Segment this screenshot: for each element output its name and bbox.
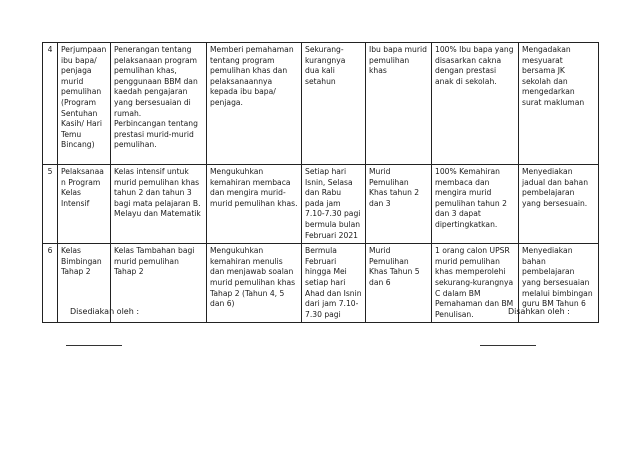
activity-cell: Kelas intensif untuk murid pemulihan khas tahun 2 dan tahun 3 bagi mata pelajaran B. Melayu dan Matematik <box>111 165 207 244</box>
row-number: 5 <box>43 165 58 244</box>
program-name-cell: Kelas Bimbingan Tahap 2 <box>58 244 111 323</box>
schedule-cell: Setiap hari Isnin, Selasa dan Rabu pada jam 7.10-7.30 pagi bermula bulan Februari 2021 <box>302 165 366 244</box>
approved-by-label: Disahkan oleh : <box>508 307 570 316</box>
success-indicator-cell: 100% Kemahiran membaca dan mengira murid pemulihan tahun 2 dan 3 dapat dipertingkatkan. <box>432 165 519 244</box>
objective-cell: Mengukuhkan kemahiran menulis dan menjawab soalan murid pemulihan khas Tahap 2 (Tahun 4, 5 dan 6) <box>207 244 302 323</box>
prepared-by-signature-line <box>66 345 122 346</box>
table-row <box>43 43 599 165</box>
target-group-cell: Ibu bapa murid pemulihan khas <box>366 43 432 165</box>
program-name-cell: Perjumpaan ibu bapa/ penjaga murid pemulihan (Program Sentuhan Kasih/ Hari Temu Bincang) <box>58 43 111 165</box>
prepared-by-label: Disediakan oleh : <box>70 307 140 316</box>
schedule-cell: Sekurang-kurangnya dua kali setahun <box>302 43 366 165</box>
success-indicator-cell: 1 orang calon UPSR murid pemulihan khas memperolehi sekurang-kurangnya C dalam BM Pemahaman dan BM Penulisan. <box>432 244 519 323</box>
schedule-cell: Bermula Februari hingga Mei setiap hari Ahad dan Isnin dari jam 7.10-7.30 pagi <box>302 244 366 323</box>
action-cell: Menyediakan bahan pembelajaran yang bersesuaian melalui bimbingan guru BM Tahun 6 <box>519 244 599 323</box>
action-cell: Mengadakan mesyuarat bersama JK sekolah dan mengedarkan surat makluman <box>519 43 599 165</box>
approved-by-signature-line <box>480 345 536 346</box>
table-row <box>43 165 599 244</box>
target-group-cell: Murid Pemulihan Khas tahun 2 dan 3 <box>366 165 432 244</box>
row-number: 6 <box>43 244 58 323</box>
row-number: 4 <box>43 43 58 165</box>
activity-cell: Kelas Tambahan bagi murid pemulihan Tahap 2 <box>111 244 207 323</box>
program-table <box>42 42 599 323</box>
action-cell: Menyediakan jadual dan bahan pembelajaran yang bersesuain. <box>519 165 599 244</box>
objective-cell: Memberi pemahaman tentang program pemulihan khas dan pelaksanaannya kepada ibu bapa/ penjaga. <box>207 43 302 165</box>
success-indicator-cell: 100% Ibu bapa yang disasarkan cakna dengan prestasi anak di sekolah. <box>432 43 519 165</box>
objective-cell: Mengukuhkan kemahiran membaca dan mengira murid-murid pemulihan khas. <box>207 165 302 244</box>
program-name-cell: Pelaksanaan Program Kelas Intensif <box>58 165 111 244</box>
target-group-cell: Murid Pemulihan Khas Tahun 5 dan 6 <box>366 244 432 323</box>
activity-cell: Penerangan tentang pelaksanaan program pemulihan khas, penggunaan BBM dan kaedah pengajaran yang bersesuaian di rumah. Perbincangan tentang prestasi murid-murid pemulihan. <box>111 43 207 165</box>
